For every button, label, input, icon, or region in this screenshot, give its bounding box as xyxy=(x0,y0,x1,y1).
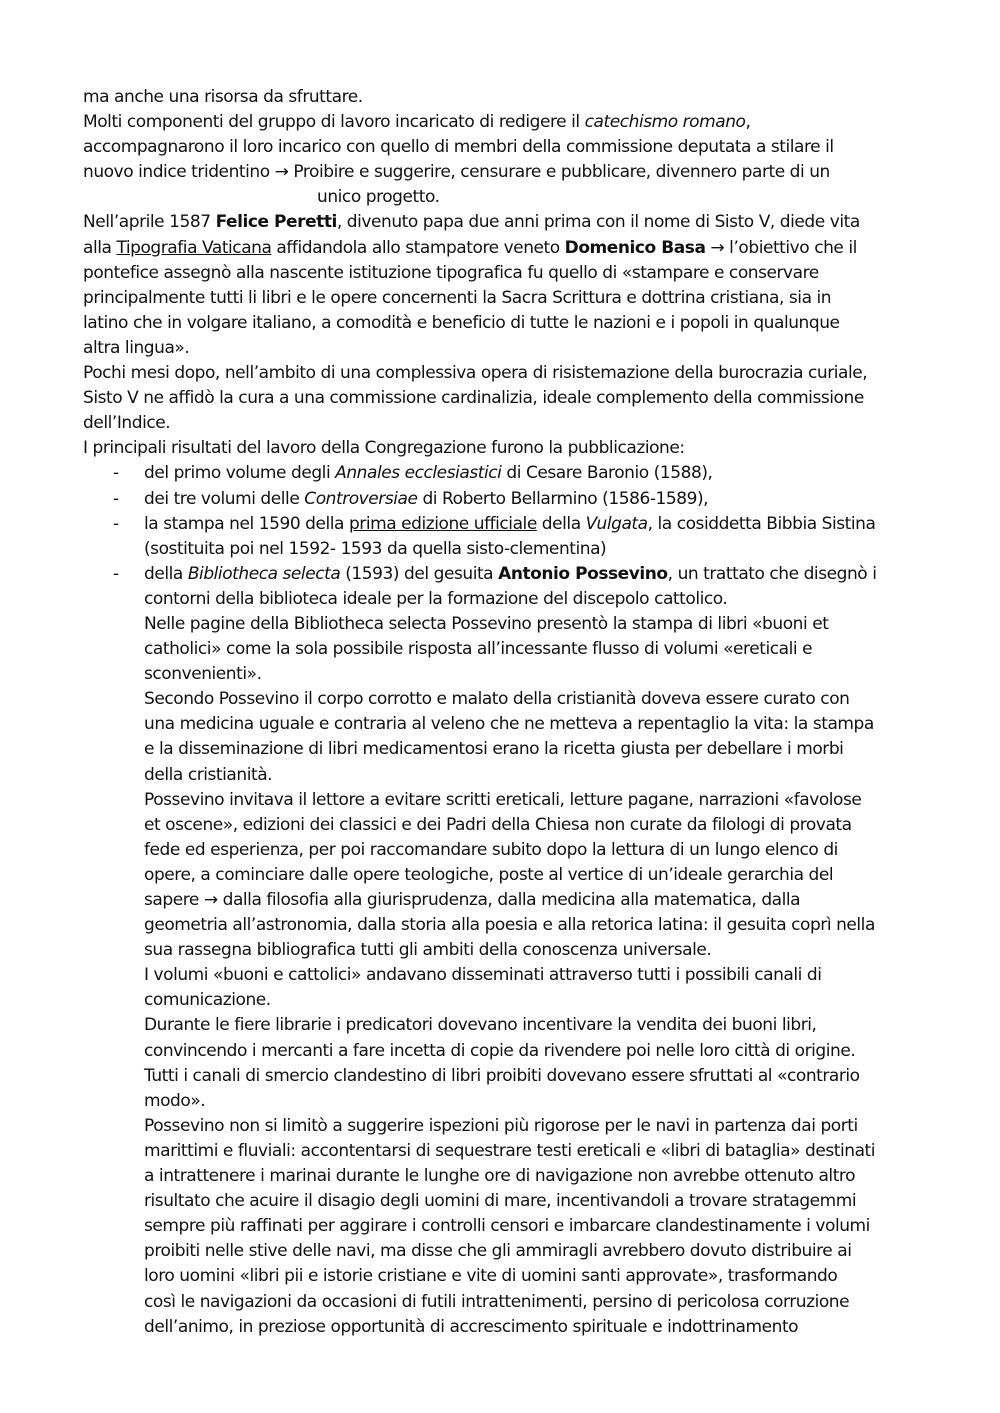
text-line: ma anche una risorsa da sfruttare. xyxy=(83,87,363,107)
bold-name: Domenico Basa xyxy=(564,237,706,258)
sub-paragraph xyxy=(83,612,923,687)
text-line: loro uomini «libri pii e istorie cristiane e vite di uomini santi approvate», trasformando xyxy=(144,1266,838,1287)
text-line: (sostituita poi nel 1592- 1593 da quella sisto-clementina) xyxy=(144,538,607,559)
text-line: Tutti i canali di smercio clandestino di libri proibiti dovevano essere sfruttati al «contrario xyxy=(144,1065,860,1086)
underlined-term: Tipografia Vaticana xyxy=(116,237,272,258)
document-page xyxy=(83,85,923,1340)
list-dash: - xyxy=(113,513,119,534)
paragraph-tipografia-vaticana xyxy=(83,210,923,361)
paragraph-commissione xyxy=(83,361,923,436)
list-item: - del primo volume degli Annales ecclesiastici di Cesare Baronio (1588), xyxy=(83,461,923,486)
text-line: opere, a cominciare dalle opere teologiche, poste al vertice di un’ideale gerarchia del xyxy=(144,864,834,885)
italic-title: Controversiae xyxy=(304,488,418,509)
list-dash: - xyxy=(113,563,119,584)
text-line: dell’animo, in preziose opportunità di accrescimento spirituale e indottrinamento xyxy=(144,1316,799,1337)
text-line: modo». xyxy=(144,1090,206,1111)
text-line: geometria all’astronomia, dalla storia alla poesia e alla retorica latina: il gesuita coprì nella xyxy=(144,915,875,936)
text-line: a intrattenere i marinai durante le lunghe ore di navigazione non avrebbe ottenuto altro xyxy=(144,1166,856,1187)
list-dash: - xyxy=(113,488,119,509)
text-line: Nell’aprile 1587 Felice Peretti, divenuto papa due anni prima con il nome di Sisto V, diede vita xyxy=(83,212,860,233)
text-line: unico progetto. xyxy=(317,187,440,208)
text-line: Molti componenti del gruppo di lavoro incaricato di redigere il catechismo romano, xyxy=(83,112,751,133)
text-line: nuovo indice tridentino → Proibire e suggerire, censurare e pubblicare, divennero parte di un xyxy=(83,162,830,183)
italic-title: Bibliotheca selecta xyxy=(187,563,341,584)
text-line: altra lingua». xyxy=(83,337,190,358)
text-line: Sisto V ne affidò la cura a una commissione cardinalizia, ideale complemento della commissione xyxy=(83,388,864,409)
text-line: sapere → dalla filosofia alla giurisprudenza, dalla medicina alla matematica, dalla xyxy=(144,890,801,910)
sub-paragraph xyxy=(83,687,923,787)
list-item: - della Bibliotheca selecta (1593) del gesuita Antonio Possevino, un trattato che disegnò i xyxy=(83,562,923,587)
text-line: sconvenienti». xyxy=(144,664,262,685)
text-line: fede ed esperienza, per poi raccomandare subito dopo la lettura di un lungo elenco di xyxy=(144,839,838,860)
sub-paragraph xyxy=(83,1064,923,1114)
italic-term: catechismo romano xyxy=(584,112,746,133)
bold-name: Felice Peretti xyxy=(215,212,337,233)
bold-name: Antonio Possevino xyxy=(498,563,668,584)
text-line: Possevino invitava il lettore a evitare scritti ereticali, letture pagane, narrazioni «favolose xyxy=(144,789,862,810)
text-line: convincendo i mercanti a fare incetta di copie da rivendere poi nelle loro città di origine. xyxy=(144,1040,856,1061)
text-line: dell’Indice. xyxy=(83,413,171,434)
text-line: latino che in volgare italiano, a comodità e beneficio di tutte le nazioni e i popoli in qualunque xyxy=(83,312,840,333)
text-line: Secondo Possevino il corpo corrotto e malato della cristianità doveva essere curato con xyxy=(144,689,850,710)
text-line: pontefice assegnò alla nascente istituzione tipografica fu quello di «stampare e conservare xyxy=(83,262,819,283)
text-line: una medicina uguale e contraria al veleno che ne metteva a repentaglio la vita: la stampa xyxy=(144,714,874,735)
list-dash: - xyxy=(113,463,119,484)
underlined-term: prima edizione ufficiale xyxy=(348,513,537,534)
list-item: - dei tre volumi delle Controversiae di Roberto Bellarmino (1586-1589), xyxy=(83,487,923,512)
italic-title: Vulgata xyxy=(585,513,648,534)
text-line: I volumi «buoni e cattolici» andavano disseminati attraverso tutti i possibili canali di xyxy=(144,965,822,986)
text-line: sempre più raffinati per aggirare i controlli censori e imbarcare clandestinamente i volumi xyxy=(144,1216,870,1237)
text-line: della cristianità. xyxy=(144,764,273,785)
text-line: accompagnarono il loro incarico con quello di membri della commissione deputata a stilare il xyxy=(83,137,834,158)
intro-paragraph xyxy=(83,85,923,210)
text-line: Durante le fiere librarie i predicatori dovevano incentivare la vendita dei buoni libri, xyxy=(144,1015,817,1036)
text-line: principalmente tutti li libri e le opere concernenti la Sacra Scrittura e dottrina cristiana, sia in xyxy=(83,287,832,308)
sub-paragraph xyxy=(83,963,923,1013)
text-line: così le navigazioni da occasioni di futili intrattenimenti, persino di pericolosa corruzione xyxy=(144,1291,850,1312)
text-line: comunicazione. xyxy=(144,990,271,1011)
sub-paragraph xyxy=(83,1013,923,1063)
text-line: risultato che acuire il disagio degli uomini di mare, incentivandoli a trovare stratagemmi xyxy=(144,1191,857,1212)
list-item: - la stampa nel 1590 della prima edizione ufficiale della Vulgata, la cosiddetta Bibbia Sistina xyxy=(83,512,923,537)
text-line: Nelle pagine della Bibliotheca selecta Possevino presentò la stampa di libri «buoni et xyxy=(144,613,829,634)
text-line: I principali risultati del lavoro della Congregazione furono la pubblicazione: xyxy=(83,438,685,459)
italic-title: Annales ecclesiastici xyxy=(335,463,502,484)
sub-paragraph xyxy=(83,1114,923,1340)
text-line: proibiti nelle stive delle navi, ma disse che gli ammiragli avrebbero dovuto distribuire ai xyxy=(144,1241,852,1262)
text-line: Possevino non si limitò a suggerire ispezioni più rigorose per le navi in partenza dai porti xyxy=(144,1115,858,1136)
text-line: Pochi mesi dopo, nell’ambito di una complessiva opera di risistemazione della burocrazia curiale, xyxy=(83,363,868,384)
text-line: alla Tipografia Vaticana affidandola allo stampatore veneto Domenico Basa → l’obiettivo che il xyxy=(83,237,857,258)
text-line: et oscene», edizioni dei classici e dei Padri della Chiesa non curate da filologi di provata xyxy=(144,814,852,835)
sub-paragraph xyxy=(83,788,923,964)
text-line: catholici» come la sola possibile risposta all’incessante flusso di volumi «ereticali e xyxy=(144,639,813,660)
text-line: contorni della biblioteca ideale per la formazione del discepolo cattolico. xyxy=(144,588,728,609)
text-line: sua rassegna bibliografica tutti gli ambiti della conoscenza universale. xyxy=(144,940,712,961)
publication-list xyxy=(83,461,923,1339)
text-line: marittimi e fluviali: accontentarsi di sequestrare testi ereticali e «libri di bataglia» destinati xyxy=(144,1140,876,1161)
text-line: e la disseminazione di libri medicamentosi erano la ricetta giusta per debellare i morbi xyxy=(144,739,844,760)
paragraph-risultati xyxy=(83,436,923,461)
